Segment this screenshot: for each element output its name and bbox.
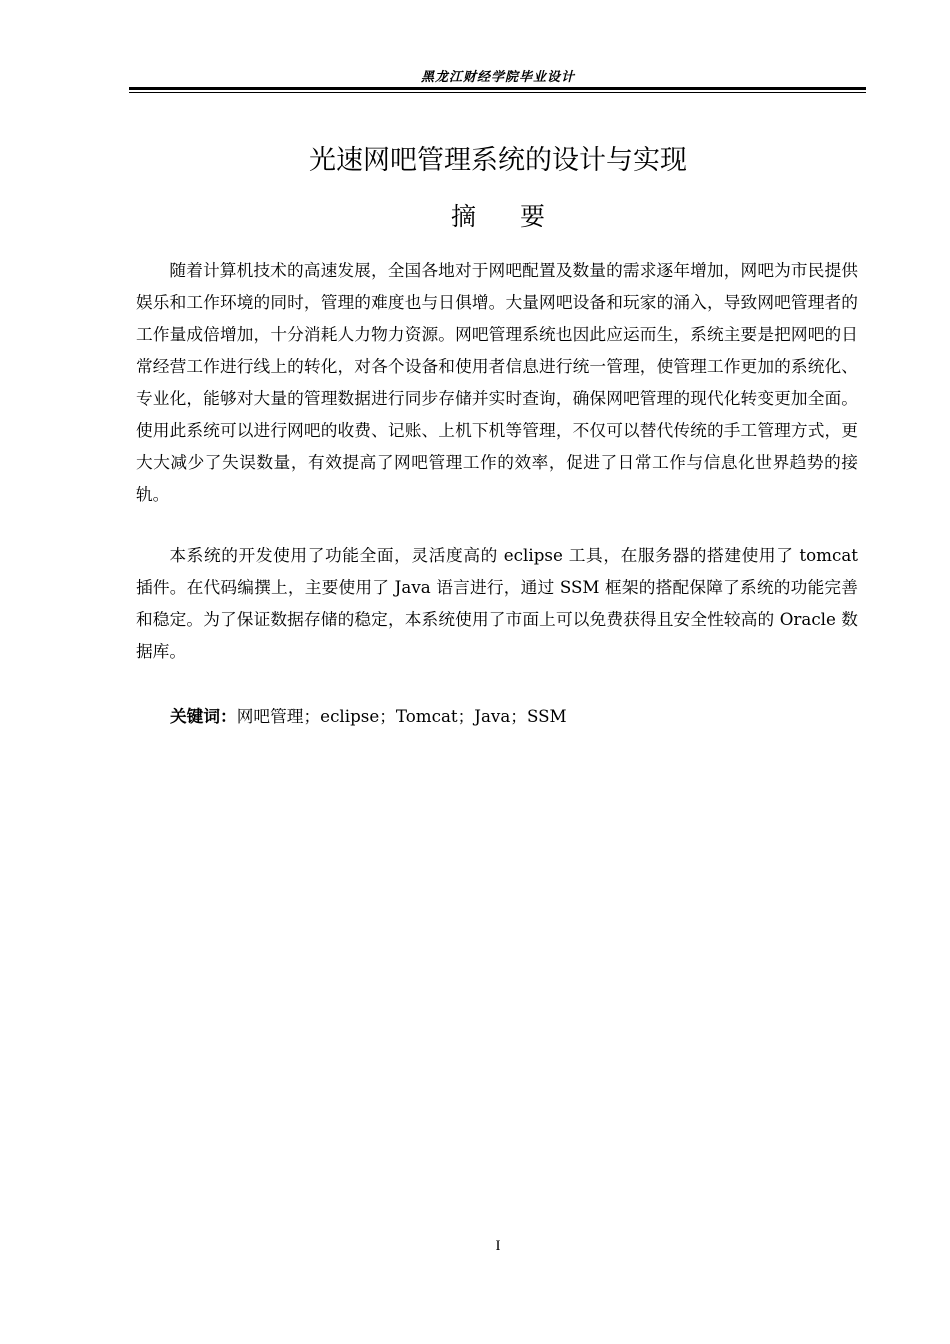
keywords-label: 关键词： [170, 706, 237, 726]
keywords-line [170, 701, 567, 731]
document-title: 光速网吧管理系统的设计与实现 [309, 145, 687, 176]
abstract-heading: 摘要 [450, 202, 589, 231]
abstract-paragraph-2: 本系统的开发使用了功能全面，灵活度高的 eclipse 工具，在服务器的搭建使用了 tomcat 插件。在代码编撰上，主要使用了 Java 语言进行，通过 SSM 框架的搭配保障了系统的功能完善和稳定。为了保证数据存储的稳定，本系统使用了市面上可以免费获得且安全性较高的 Oracle 数据库。 [136, 545, 858, 661]
keywords-list: 网吧管理；eclipse；Tomcat；Java；SSM [236, 706, 567, 726]
header-rule-thin [129, 92, 866, 93]
header-rule-thick [129, 87, 866, 90]
running-header: 黑龙江财经学院毕业设计 [420, 70, 575, 85]
abstract-paragraph-1: 随着计算机技术的高速发展，全国各地对于网吧配置及数量的需求逐年增加，网吧为市民提供娱乐和工作环境的同时，管理的难度也与日俱增。大量网吧设备和玩家的涌入，导致网吧管理者的工作量成倍增加，十分消耗人力物力资源。网吧管理系统也因此应运而生，系统主要是把网吧的日常经营工作进行线上的转化，对各个设备和使用者信息进行统一管理，使管理工作更加的系统化、专业化，能够对大量的管理数据进行同步存储并实时查询，确保网吧管理的现代化转变更加全面。使用此系统可以进行网吧的收费、记账、上机下机等管理，不仅可以替代传统的手工管理方式，更大大减少了失误数量，有效提高了网吧管理工作的效率，促进了日常工作与信息化世界趋势的接轨。 [136, 260, 858, 504]
page-number: I [495, 1238, 501, 1254]
